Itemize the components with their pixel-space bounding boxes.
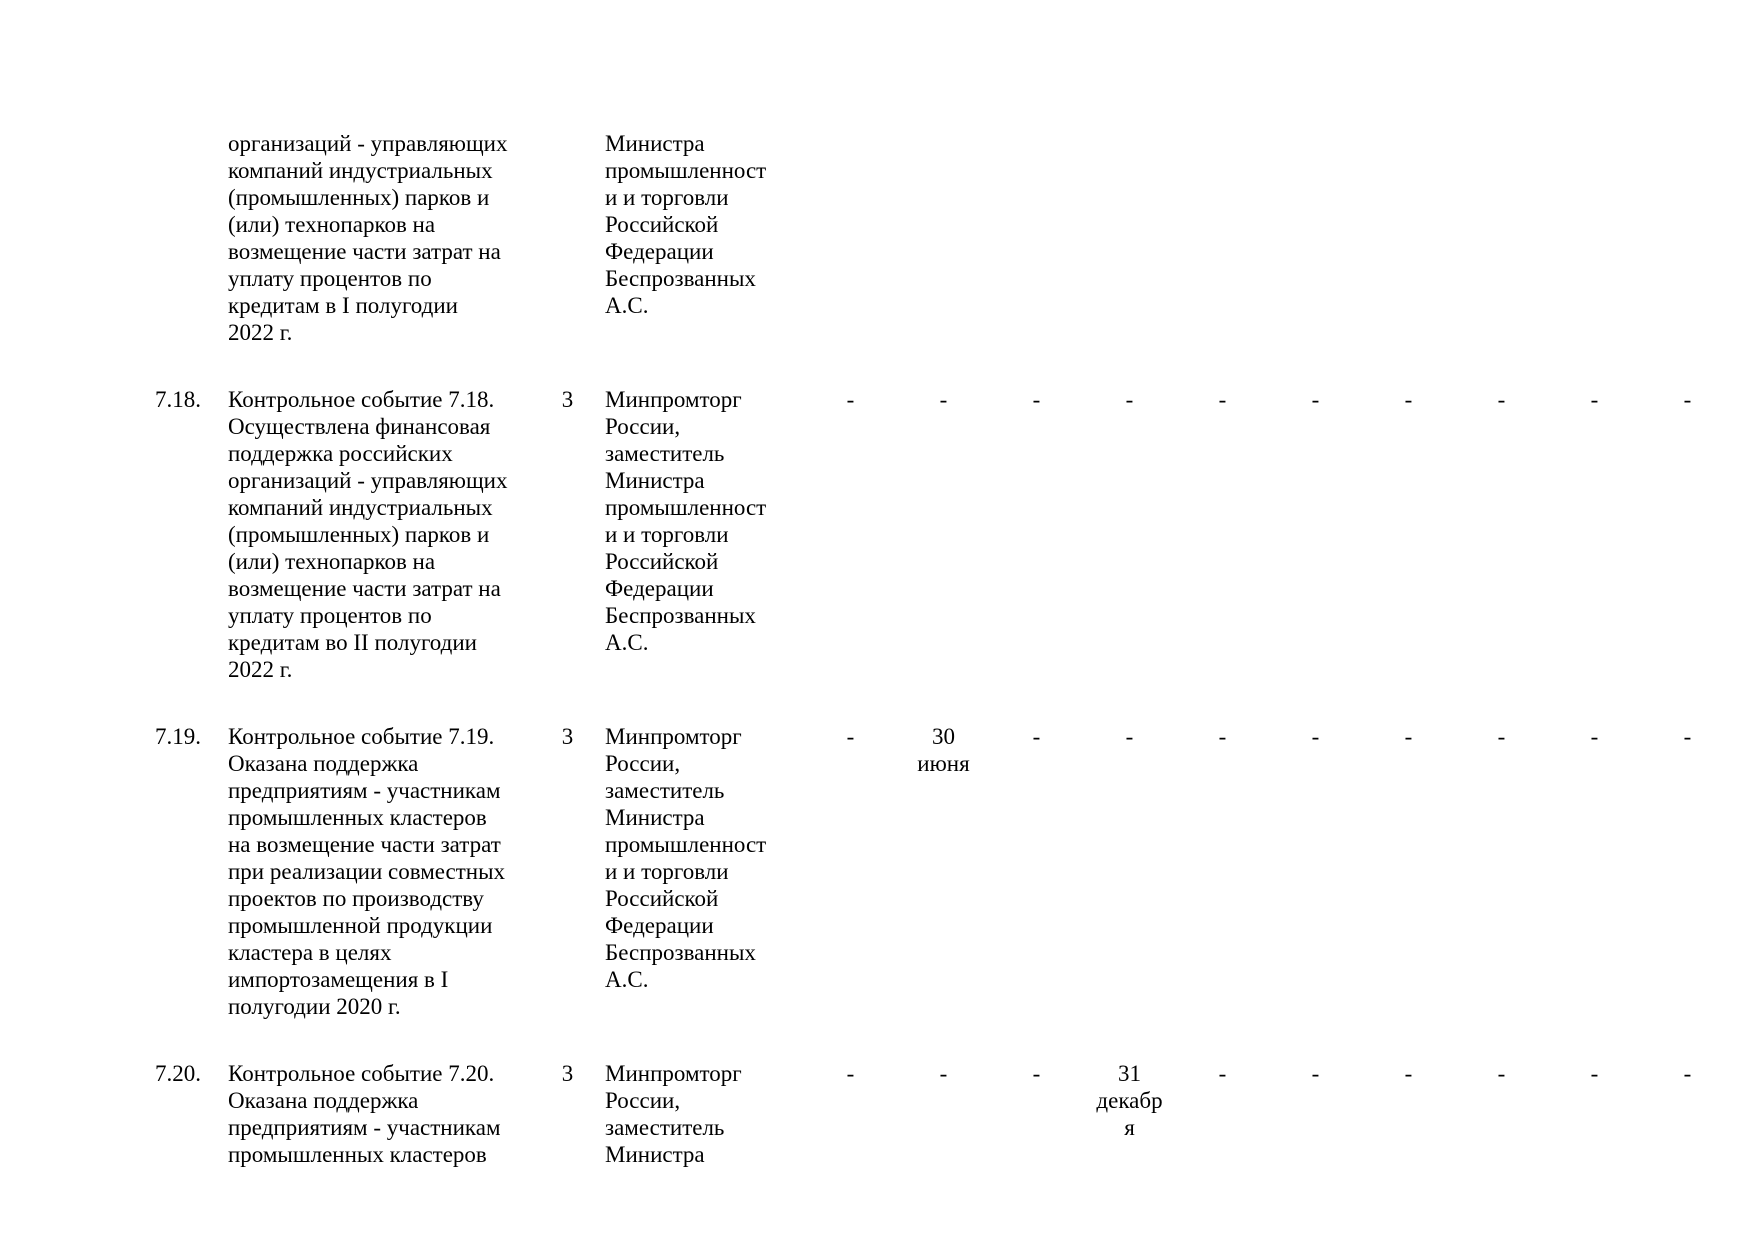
description-line: Контрольное событие 7.18.: [228, 387, 495, 412]
value-line: -: [1311, 1061, 1320, 1086]
description-line: уплату процентов по: [228, 266, 432, 291]
value-cell: [897, 723, 990, 777]
value-line: -: [846, 724, 855, 749]
description-line: промышленных кластеров: [228, 805, 487, 830]
executor-cell: [605, 386, 771, 656]
value-line: -: [1032, 1061, 1041, 1086]
value-line: -: [846, 387, 855, 412]
description-line: Контрольное событие 7.19.: [228, 724, 495, 749]
executor-line: промышленност: [605, 495, 767, 520]
indicator-value: 3: [561, 724, 574, 749]
value-line: -: [1125, 387, 1134, 412]
description-line: предприятиям - участникам: [228, 778, 501, 803]
description-line: Оказана поддержка: [228, 751, 419, 776]
value-line: -: [1311, 387, 1320, 412]
indicator-value: [530, 130, 605, 157]
value-cell: [1455, 386, 1548, 413]
indicator-value: 3: [561, 1061, 574, 1086]
value-cell: [1548, 1060, 1641, 1087]
value-cell: [1083, 723, 1176, 750]
value-cell: [990, 386, 1083, 413]
description-cell: [228, 723, 530, 1020]
value-cell: [804, 723, 897, 750]
executor-line: заместитель: [605, 441, 725, 466]
executor-line: Беспрозванных: [605, 940, 756, 965]
value-line: я: [1124, 1115, 1135, 1140]
value-line: -: [1590, 387, 1599, 412]
executor-line: заместитель: [605, 1115, 725, 1140]
value-line: -: [939, 387, 948, 412]
value-line: 31: [1118, 1061, 1141, 1086]
value-line: -: [1218, 1061, 1227, 1086]
description-cell: [228, 130, 530, 346]
executor-line: промышленност: [605, 158, 767, 183]
executor-cell: [605, 130, 771, 319]
executor-line: Федерации: [605, 576, 714, 601]
value-line: -: [1404, 387, 1413, 412]
value-line: -: [1683, 1061, 1692, 1086]
value-cell: [1269, 723, 1362, 750]
value-line: -: [1032, 724, 1041, 749]
value-cell: [897, 386, 990, 413]
value-line: -: [846, 1061, 855, 1086]
value-cell: [1176, 1060, 1269, 1087]
value-cell: [1269, 1060, 1362, 1087]
executor-line: Российской: [605, 549, 719, 574]
executor-line: Минпромторг: [605, 1061, 742, 1086]
value-line: -: [1497, 387, 1506, 412]
description-line: на возмещение части затрат: [228, 832, 501, 857]
executor-line: А.С.: [605, 630, 649, 655]
description-line: при реализации совместных: [228, 859, 506, 884]
description-line: поддержка российских: [228, 441, 453, 466]
value-line: -: [1311, 724, 1320, 749]
row-number: 7.19.: [155, 724, 201, 749]
description-line: организаций - управляющих: [228, 131, 508, 156]
description-line: 2022 г.: [228, 657, 293, 682]
row-number: 7.20.: [155, 1061, 201, 1086]
executor-line: Министра: [605, 1142, 705, 1167]
value-cell: [804, 1060, 897, 1087]
value-cell: [1455, 723, 1548, 750]
value-line: -: [1590, 1061, 1599, 1086]
table-row: [155, 723, 1735, 1020]
row-number: [155, 130, 228, 157]
value-cell: [1269, 386, 1362, 413]
value-cell: [1641, 386, 1734, 413]
description-line: 2022 г.: [228, 320, 293, 345]
executor-line: А.С.: [605, 967, 649, 992]
executor-line: Министра: [605, 468, 705, 493]
description-line: уплату процентов по: [228, 603, 432, 628]
value-cell: [1083, 386, 1176, 413]
value-line: -: [1497, 1061, 1506, 1086]
value-line: -: [1683, 387, 1692, 412]
indicator-cell: [530, 1060, 605, 1087]
value-cell: [804, 386, 897, 413]
value-cell: [990, 723, 1083, 750]
executor-line: России,: [605, 751, 681, 776]
executor-line: и и торговли: [605, 522, 729, 547]
table-row: [155, 1060, 1735, 1168]
description-line: промышленных кластеров: [228, 1142, 487, 1167]
description-line: возмещение части затрат на: [228, 576, 501, 601]
value-line: июня: [917, 751, 970, 776]
description-line: (промышленных) парков и: [228, 185, 490, 210]
executor-line: Беспрозванных: [605, 266, 756, 291]
row-number-cell: [155, 723, 228, 750]
executor-line: Федерации: [605, 239, 714, 264]
executor-line: и и торговли: [605, 185, 729, 210]
table-row: [155, 130, 1735, 346]
value-cell: [1083, 1060, 1176, 1141]
executor-line: А.С.: [605, 293, 649, 318]
description-line: промышленной продукции: [228, 913, 493, 938]
description-line: кредитам во II полугодии: [228, 630, 477, 655]
description-line: (промышленных) парков и: [228, 522, 490, 547]
executor-line: промышленност: [605, 832, 767, 857]
description-line: (или) технопарков на: [228, 212, 436, 237]
executor-line: Министра: [605, 805, 705, 830]
description-line: Осуществлена финансовая: [228, 414, 491, 439]
value-line: -: [1032, 387, 1041, 412]
indicator-value: 3: [561, 387, 574, 412]
description-cell: [228, 1060, 530, 1168]
value-cell: [1176, 723, 1269, 750]
value-cell: [990, 1060, 1083, 1087]
value-line: -: [1590, 724, 1599, 749]
description-line: возмещение части затрат на: [228, 239, 501, 264]
value-line: -: [939, 1061, 948, 1086]
description-line: организаций - управляющих: [228, 468, 508, 493]
description-line: Оказана поддержка: [228, 1088, 419, 1113]
value-line: 30: [932, 724, 955, 749]
executor-line: Министра: [605, 131, 705, 156]
executor-line: Российской: [605, 212, 719, 237]
description-line: (или) технопарков на: [228, 549, 436, 574]
indicator-cell: [530, 723, 605, 750]
executor-line: Минпромторг: [605, 724, 742, 749]
value-line: -: [1404, 1061, 1413, 1086]
executor-line: и и торговли: [605, 859, 729, 884]
description-line: импортозамещения в I: [228, 967, 449, 992]
value-cell: [897, 1060, 990, 1087]
value-line: -: [1404, 724, 1413, 749]
description-line: Контрольное событие 7.20.: [228, 1061, 495, 1086]
value-line: -: [1125, 724, 1134, 749]
description-cell: [228, 386, 530, 683]
value-cell: [1362, 1060, 1455, 1087]
description-line: предприятиям - участникам: [228, 1115, 501, 1140]
row-number-cell: [155, 386, 228, 413]
value-cell: [1548, 386, 1641, 413]
value-line: -: [1683, 724, 1692, 749]
value-cell: [1641, 723, 1734, 750]
executor-line: Российской: [605, 886, 719, 911]
description-line: кредитам в I полугодии: [228, 293, 458, 318]
value-cell: [1176, 386, 1269, 413]
table-row: [155, 386, 1735, 683]
value-cell: [1455, 1060, 1548, 1087]
row-number: 7.18.: [155, 387, 201, 412]
value-cell: [1641, 1060, 1734, 1087]
description-line: компаний индустриальных: [228, 158, 493, 183]
value-line: декабр: [1096, 1088, 1163, 1113]
executor-cell: [605, 723, 771, 993]
executor-line: Беспрозванных: [605, 603, 756, 628]
value-line: -: [1497, 724, 1506, 749]
description-line: кластера в целях: [228, 940, 392, 965]
executor-line: Минпромторг: [605, 387, 742, 412]
value-line: -: [1218, 387, 1227, 412]
indicator-cell: [530, 386, 605, 413]
indicator-cell: [530, 130, 605, 157]
executor-line: Федерации: [605, 913, 714, 938]
description-line: полугодии 2020 г.: [228, 994, 401, 1019]
executor-cell: [605, 1060, 771, 1168]
description-line: проектов по производству: [228, 886, 484, 911]
executor-line: России,: [605, 1088, 681, 1113]
description-line: компаний индустриальных: [228, 495, 493, 520]
value-line: -: [1218, 724, 1227, 749]
value-cell: [1362, 386, 1455, 413]
executor-line: России,: [605, 414, 681, 439]
value-cell: [1362, 723, 1455, 750]
row-number-cell: [155, 130, 228, 157]
value-cell: [1548, 723, 1641, 750]
plan-table: [155, 130, 1735, 1208]
row-number-cell: [155, 1060, 228, 1087]
executor-line: заместитель: [605, 778, 725, 803]
